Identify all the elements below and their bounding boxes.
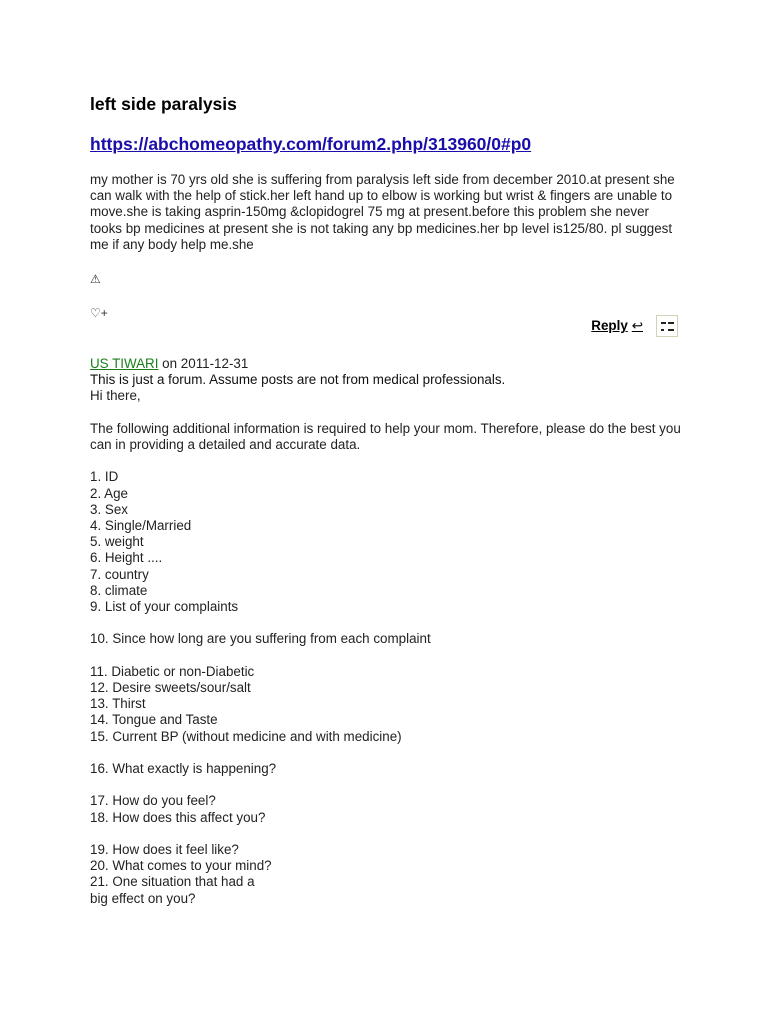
post-actions <box>90 315 690 341</box>
list-item: 6. Height .... <box>90 550 163 566</box>
list-item: 16. What exactly is happening? <box>90 761 277 777</box>
list-item: 14. Tongue and Taste <box>90 712 218 728</box>
question-list-1 <box>90 469 690 615</box>
list-item: 8. climate <box>90 582 148 598</box>
question-list-6 <box>90 842 690 907</box>
list-item: 20. What comes to your mind? <box>90 858 272 874</box>
reply-date-prefix: on <box>158 356 181 372</box>
reply-button[interactable] <box>591 317 643 335</box>
list-item: 10. Since how long are you suffering from each complaint <box>90 631 431 647</box>
list-item: 21. One situation that had a <box>90 874 255 890</box>
post-title: left side paralysis <box>90 94 237 114</box>
list-item: 13. Thirst <box>90 696 146 712</box>
reply-label: Reply <box>591 318 628 334</box>
like-heart-icon[interactable]: ♡+ <box>90 306 108 321</box>
forum-disclaimer: This is just a forum. Assume posts are not from medical professionals. <box>90 372 506 388</box>
report-warning-icon[interactable]: ⚠ <box>90 272 101 287</box>
question-list-5 <box>90 793 690 825</box>
list-item: 7. country <box>90 566 149 582</box>
reply-meta <box>90 356 690 372</box>
list-item: 12. Desire sweets/sour/salt <box>90 680 251 696</box>
list-item: 2. Age <box>90 485 128 501</box>
post-body: my mother is 70 yrs old she is suffering from paralysis left side from december 2010.at present she can walk with the help of stick.her left hand up to elbow is working but wrist & fingers are unable to move.she is taking asprin-150mg &clopidogrel 75 mg at present.before this problem she never tooks bp medicines at present she is not taking any bp medicines.her bp level is125/80. pl suggest me if any body help me.she <box>90 172 675 252</box>
list-item: 4. Single/Married <box>90 518 192 534</box>
list-item: 1. ID <box>90 469 119 485</box>
question-list-4 <box>90 761 690 777</box>
options-menu-icon[interactable] <box>656 315 678 337</box>
reply-arrow-icon: ↩ <box>631 318 643 334</box>
list-item: 17. How do you feel? <box>90 793 216 809</box>
list-item: big effect on you? <box>90 890 196 906</box>
list-item: 9. List of your complaints <box>90 599 239 615</box>
list-item: 5. weight <box>90 534 144 550</box>
list-item: 15. Current BP (without medicine and with medicine) <box>90 728 402 744</box>
list-item: 11. Diabetic or non-Diabetic <box>90 663 255 679</box>
list-item: 18. How does this affect you? <box>90 809 266 825</box>
list-item: 19. How does it feel like? <box>90 842 239 857</box>
reply-date: 2011-12-31 <box>180 356 249 372</box>
forum-post <box>90 92 690 907</box>
reply-author-link[interactable]: US TIWARI <box>90 356 159 372</box>
question-list-3 <box>90 664 690 745</box>
reply-intro: The following additional information is required to help your mom. Therefore, please do the best you can in providing a detailed and accurate data. <box>90 420 681 453</box>
post-url-link[interactable]: https://abchomeopathy.com/forum2.php/313960/0#p0 <box>90 134 532 154</box>
reply-greeting: Hi there, <box>90 388 141 404</box>
question-list-2 <box>90 631 690 647</box>
list-item: 3. Sex <box>90 501 128 517</box>
